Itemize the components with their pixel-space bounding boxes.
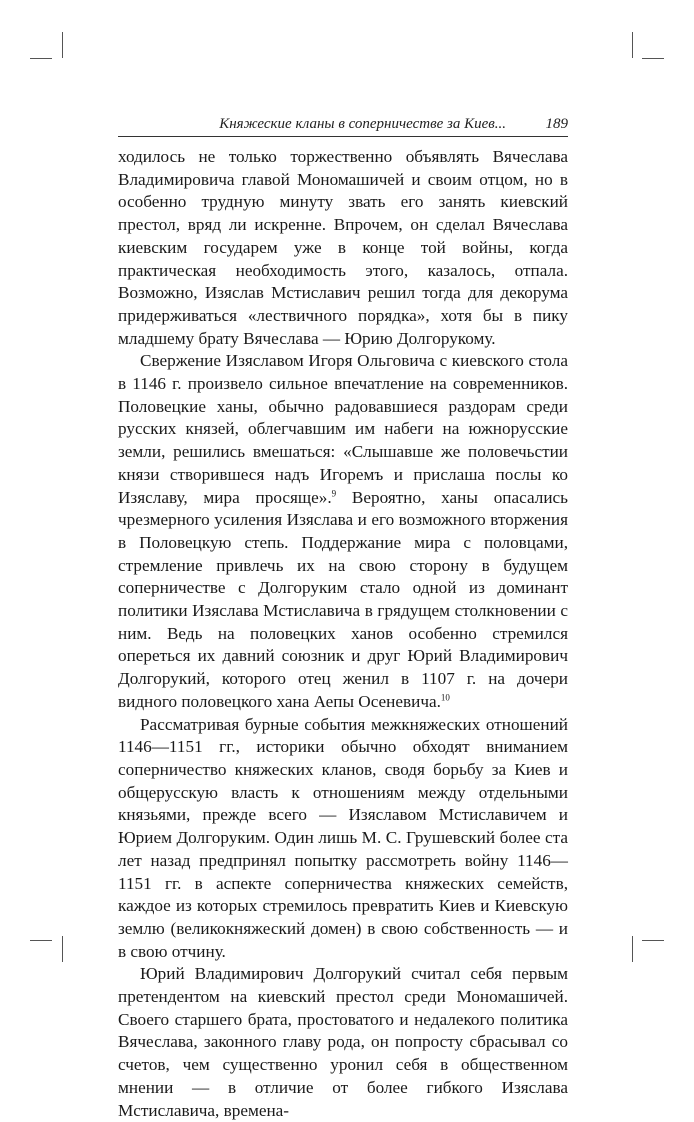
crop-mark xyxy=(62,32,63,58)
running-title: Княжеские кланы в соперничестве за Киев... xyxy=(219,116,506,132)
running-head xyxy=(118,114,568,134)
body-text xyxy=(118,146,568,1122)
footnote-ref-10: 10 xyxy=(440,692,450,703)
paragraph-2-part-b: Вероятно, ханы опасались чрезмерного усиления Изяслава и его возможного вторжения в Половецкую степь. Поддержание мира с половцами, стремление привлечь их на свою сторону в будущем соперничестве с Долгоруким стало одной из доминант политики Изяслава Мстиславича в грядущем столкновении с ним. Ведь на половецких ханов особенно стремился опереться их давний союзник и друг Юрий Владимирович Долгорукий, которого отец женил в 1107 г. на дочери видного половецкого хана Аепы Осеневича. xyxy=(118,487,568,711)
crop-mark xyxy=(642,940,664,941)
crop-mark xyxy=(62,936,63,962)
crop-mark xyxy=(30,58,52,59)
crop-mark xyxy=(632,936,633,962)
page-number: 189 xyxy=(545,116,568,132)
crop-mark xyxy=(642,58,664,59)
paragraph-1: ходилось не только торжественно объявлять Вячеслава Владимировича главой Мономашичей и своим отцом, но в особенно трудную минуту звать его занять киевский престол, вряд ли искренне. Впрочем, он сделал Вячеслава киевским государем уже в конце той войны, когда практическая необходимость этого, казалось, отпала. Возможно, Изяслав Мстиславич решил тогда для декорума придерживаться «лествичного порядка», хотя бы в пику младшему брату Вячеслава — Юрию Долгорукому. xyxy=(118,147,568,348)
header-rule xyxy=(118,136,568,137)
crop-mark xyxy=(30,940,52,941)
paragraph-2-part-a: Свержение Изяславом Игоря Ольговича с киевского стола в 1146 г. произвело сильное впечатление на современников. Половецкие ханы, обычно радовавшиеся раздорам среди русских князей, облегчавшим им набеги на южнорусские земли, решились вмешаться: «Слышавше же половечьстии князи створившеся надъ Игоремъ и прислаша послы ко Изяславу, мира просяще». xyxy=(118,351,568,507)
crop-mark xyxy=(632,32,633,58)
paragraph-2 xyxy=(118,350,568,713)
paragraph-3: Рассматривая бурные события межкняжеских отношений 1146—1151 гг., историки обычно обходят вниманием соперничество княжеских кланов, сводя борьбу за Киев и общерусскую власть к отношениям между отдельными князьями, прежде всего — Изяславом Мстиславичем и Юрием Долгоруким. Один лишь М. С. Грушевский более ста лет назад предпринял попытку рассмотреть войну 1146—1151 гг. в аспекте соперничества княжеских семейств, каждое из которых стремилось превратить Киев и Киевскую землю (великокняжеский домен) в свою собственность — и в свою отчину. xyxy=(118,714,568,961)
paragraph-4: Юрий Владимирович Долгорукий считал себя первым претендентом на киевский престол среди Мономашичей. Своего старшего брата, простоватого и недалекого политика Вячеслава, законного главу рода, он попросту сбрасывал со счетов, чем существенно уронил себя в общественном мнении — в отличие от более гибкого Изяслава Мстиславича, времена- xyxy=(118,964,568,1120)
footnote-ref-9: 9 xyxy=(331,487,337,498)
